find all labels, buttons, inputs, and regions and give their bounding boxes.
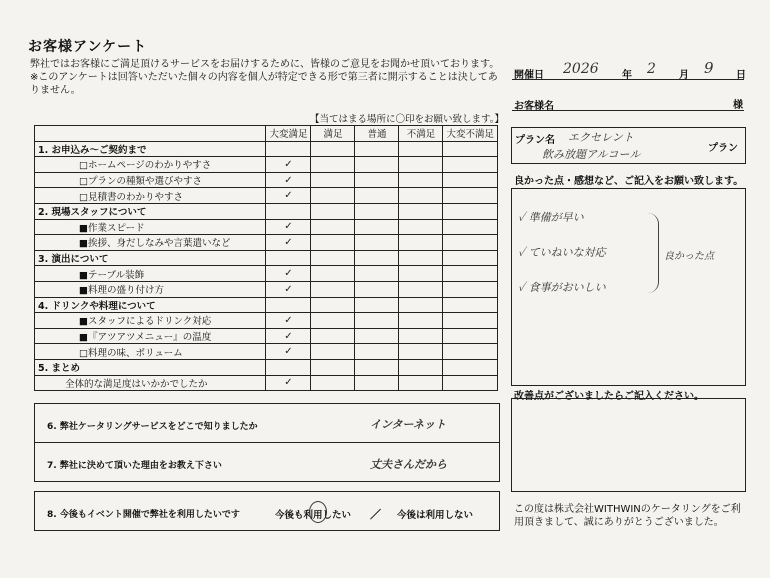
rating-cell[interactable] <box>443 266 498 282</box>
brace-note: 良かった点 <box>664 251 714 262</box>
rating-cell[interactable] <box>266 281 311 297</box>
rating-cell[interactable] <box>443 344 498 360</box>
item-label: □ホームページのわかりやすさ <box>35 157 266 173</box>
question-7-label: 7. 弊社に決めて頂いた理由をお教え下さい <box>47 461 222 471</box>
rating-cell[interactable] <box>399 266 443 282</box>
col-header: 大変満足 <box>266 126 311 142</box>
rating-cell[interactable] <box>443 157 498 173</box>
rating-cell[interactable] <box>355 344 399 360</box>
rating-cell[interactable] <box>399 359 443 375</box>
rating-cell[interactable] <box>399 313 443 329</box>
rating-cell[interactable] <box>399 235 443 251</box>
rating-cell[interactable] <box>355 297 399 313</box>
check-mark: ✓ <box>284 190 293 202</box>
plan-suffix: プラン <box>708 143 738 154</box>
rating-cell[interactable] <box>355 266 399 282</box>
rating-cell[interactable] <box>311 188 355 204</box>
check-mark: ✓ <box>284 221 293 233</box>
rating-cell[interactable] <box>443 250 498 266</box>
rating-cell[interactable] <box>311 375 355 391</box>
rating-cell[interactable] <box>266 188 311 204</box>
rating-cell[interactable] <box>266 328 311 344</box>
rating-cell[interactable] <box>355 219 399 235</box>
check-mark: ✓ <box>284 268 293 280</box>
check-mark: ✓ <box>284 236 293 248</box>
question-6-answer[interactable]: インターネット <box>370 418 447 431</box>
rating-cell[interactable] <box>399 375 443 391</box>
item-label: ■『アツアツメニュー』の温度 <box>35 328 266 344</box>
event-date-label: 開催日 <box>514 70 544 81</box>
check-mark: ✓ <box>284 346 293 358</box>
rating-cell[interactable] <box>266 250 311 266</box>
rating-cell[interactable] <box>266 297 311 313</box>
rating-cell[interactable] <box>266 344 311 360</box>
table-row <box>35 281 498 297</box>
year-unit: 年 <box>622 70 632 81</box>
check-mark: ✓ <box>284 377 293 389</box>
rating-cell[interactable] <box>355 281 399 297</box>
rating-cell[interactable] <box>355 328 399 344</box>
month-unit: 月 <box>679 70 689 81</box>
question-7 <box>34 442 500 482</box>
rating-cell[interactable] <box>311 266 355 282</box>
section-title: 5. まとめ <box>35 359 266 375</box>
item-label: □料理の味、ボリューム <box>35 344 266 360</box>
rating-cell[interactable] <box>399 328 443 344</box>
selected-circle <box>309 501 327 523</box>
item-label: 全体的な満足度はいかかでしたか <box>35 375 266 391</box>
customer-name-label: お客様名 <box>514 101 554 112</box>
item-label: ■テーブル装飾 <box>35 266 266 282</box>
improvement-label: 改善点がございましたらご記入ください。 <box>514 391 704 402</box>
section-row <box>35 250 498 266</box>
table-header-row <box>35 126 498 142</box>
rating-cell[interactable] <box>355 172 399 188</box>
customer-suffix: 様 <box>733 100 743 111</box>
plan-box <box>511 127 746 164</box>
rating-cell[interactable] <box>311 359 355 375</box>
rating-cell[interactable] <box>443 172 498 188</box>
good-line-3: ✓ 食事がおいしい <box>518 281 606 294</box>
table-row <box>35 219 498 235</box>
intro-text: 弊社ではお客様にご満足頂けるサービスをお届けするために、皆様のご意見をお聞かせ頂いております。※このアンケートは回答いただいた個々の内容を個人が特定できる形で第三者に開示することは決してありません。 <box>30 59 500 96</box>
table-row <box>35 328 498 344</box>
rating-cell[interactable] <box>443 141 498 157</box>
question-6 <box>34 403 500 443</box>
event-day[interactable]: 9 <box>704 59 714 77</box>
item-label: □見積書のわかりやすさ <box>35 188 266 204</box>
rating-cell[interactable] <box>355 188 399 204</box>
question-7-answer[interactable]: 丈夫さんだから <box>370 458 447 471</box>
section-title: 2. 現場スタッフについて <box>35 203 266 219</box>
good-line-1: ✓ 準備が早い <box>518 211 584 224</box>
rating-cell[interactable] <box>311 157 355 173</box>
rating-cell[interactable] <box>355 157 399 173</box>
rating-cell[interactable] <box>266 157 311 173</box>
table-row <box>35 235 498 251</box>
section-row <box>35 297 498 313</box>
rating-cell[interactable] <box>266 375 311 391</box>
rating-cell[interactable] <box>355 359 399 375</box>
header-blank <box>35 126 266 142</box>
check-mark: ✓ <box>284 283 293 295</box>
table-row <box>35 266 498 282</box>
rating-cell[interactable] <box>266 313 311 329</box>
rating-cell[interactable] <box>399 157 443 173</box>
thanks-text: この度は株式会社WITHWINのケータリングをご利用頂きまして、誠にありがとうございました。 <box>514 504 741 528</box>
table-row <box>35 172 498 188</box>
item-label: ■作業スピード <box>35 219 266 235</box>
rating-cell[interactable] <box>355 141 399 157</box>
rating-cell[interactable] <box>355 235 399 251</box>
col-header: 普通 <box>355 126 399 142</box>
table-row <box>35 313 498 329</box>
day-unit: 日 <box>736 70 746 81</box>
plan-value-1[interactable]: エクセレント <box>568 131 634 144</box>
rating-cell[interactable] <box>355 203 399 219</box>
item-label: ■料理の盛り付け方 <box>35 281 266 297</box>
event-year[interactable]: 2026 <box>563 61 599 77</box>
table-row <box>35 157 498 173</box>
rating-table <box>34 125 498 391</box>
rating-cell[interactable] <box>443 188 498 204</box>
rating-cell[interactable] <box>311 172 355 188</box>
table-row <box>35 188 498 204</box>
rating-cell[interactable] <box>443 203 498 219</box>
rating-cell[interactable] <box>399 250 443 266</box>
option-separator: ／ <box>370 508 381 521</box>
rating-cell[interactable] <box>311 281 355 297</box>
rating-cell[interactable] <box>355 313 399 329</box>
customer-name-line[interactable] <box>512 110 744 111</box>
item-label: ■スタッフによるドリンク対応 <box>35 313 266 329</box>
check-mark: ✓ <box>284 314 293 326</box>
table-row <box>35 375 498 391</box>
rating-cell[interactable] <box>311 344 355 360</box>
rating-cell[interactable] <box>266 359 311 375</box>
item-label: ■挨拶、身だしなみや言葉遣いなど <box>35 235 266 251</box>
plan-value-2[interactable]: 飲み放題アルコール <box>542 148 641 161</box>
rating-cell[interactable] <box>311 313 355 329</box>
item-label: □プランの種類や選びやすさ <box>35 172 266 188</box>
rating-cell[interactable] <box>266 235 311 251</box>
check-mark: ✓ <box>284 158 293 170</box>
good-points-label: 良かった点・感想など、ご記入をお願い致します。 <box>514 176 744 187</box>
check-mark: ✓ <box>284 174 293 186</box>
rating-cell[interactable] <box>399 344 443 360</box>
section-row <box>35 203 498 219</box>
rating-cell[interactable] <box>355 250 399 266</box>
table-row <box>35 344 498 360</box>
rating-cell[interactable] <box>311 219 355 235</box>
section-row <box>35 141 498 157</box>
rating-cell[interactable] <box>266 141 311 157</box>
rating-cell[interactable] <box>311 328 355 344</box>
rating-cell[interactable] <box>443 297 498 313</box>
page-title: お客様アンケート <box>28 39 148 55</box>
col-header: 不満足 <box>399 126 443 142</box>
good-line-2: ✓ ていねいな対応 <box>518 246 606 259</box>
event-month[interactable]: 2 <box>647 61 656 77</box>
good-points-box[interactable] <box>511 188 746 386</box>
col-header: 大変不満足 <box>443 126 498 142</box>
rating-cell[interactable] <box>311 235 355 251</box>
rating-cell[interactable] <box>266 172 311 188</box>
rating-cell[interactable] <box>266 266 311 282</box>
improvement-box[interactable] <box>511 398 746 492</box>
question-6-label: 6. 弊社ケータリングサービスをどこで知りましたか <box>47 422 258 432</box>
brace-mark <box>648 213 659 293</box>
question-8-label: 8. 今後もイベント開催で弊社を利用したいです <box>47 510 240 520</box>
section-title: 4. ドリンクや料理について <box>35 297 266 313</box>
rating-cell[interactable] <box>443 328 498 344</box>
rating-cell[interactable] <box>399 172 443 188</box>
section-title: 3. 演出について <box>35 250 266 266</box>
rating-cell[interactable] <box>443 219 498 235</box>
option-stop-using[interactable]: 今後は利用しない <box>397 510 474 521</box>
rating-cell[interactable] <box>311 203 355 219</box>
rating-cell[interactable] <box>311 297 355 313</box>
rating-cell[interactable] <box>443 235 498 251</box>
question-8 <box>34 491 500 531</box>
rating-cell[interactable] <box>399 203 443 219</box>
instruction-hint: 【当てはまる場所に〇印をお願い致します。】 <box>310 114 504 125</box>
plan-label: プラン名 <box>515 135 555 146</box>
rating-cell[interactable] <box>311 141 355 157</box>
option-keep-using[interactable]: 今後も利用したい <box>275 510 352 521</box>
rating-cell[interactable] <box>311 250 355 266</box>
rating-cell[interactable] <box>399 188 443 204</box>
rating-cell[interactable] <box>355 375 399 391</box>
rating-cell[interactable] <box>443 375 498 391</box>
rating-cell[interactable] <box>266 203 311 219</box>
rating-cell[interactable] <box>399 281 443 297</box>
col-header: 満足 <box>311 126 355 142</box>
section-row <box>35 359 498 375</box>
rating-cell[interactable] <box>399 141 443 157</box>
rating-cell[interactable] <box>399 219 443 235</box>
section-title: 1. お申込み～ご契約まで <box>35 141 266 157</box>
rating-cell[interactable] <box>443 359 498 375</box>
rating-cell[interactable] <box>266 219 311 235</box>
rating-cell[interactable] <box>399 297 443 313</box>
rating-cell[interactable] <box>443 281 498 297</box>
rating-cell[interactable] <box>443 313 498 329</box>
check-mark: ✓ <box>284 330 293 342</box>
